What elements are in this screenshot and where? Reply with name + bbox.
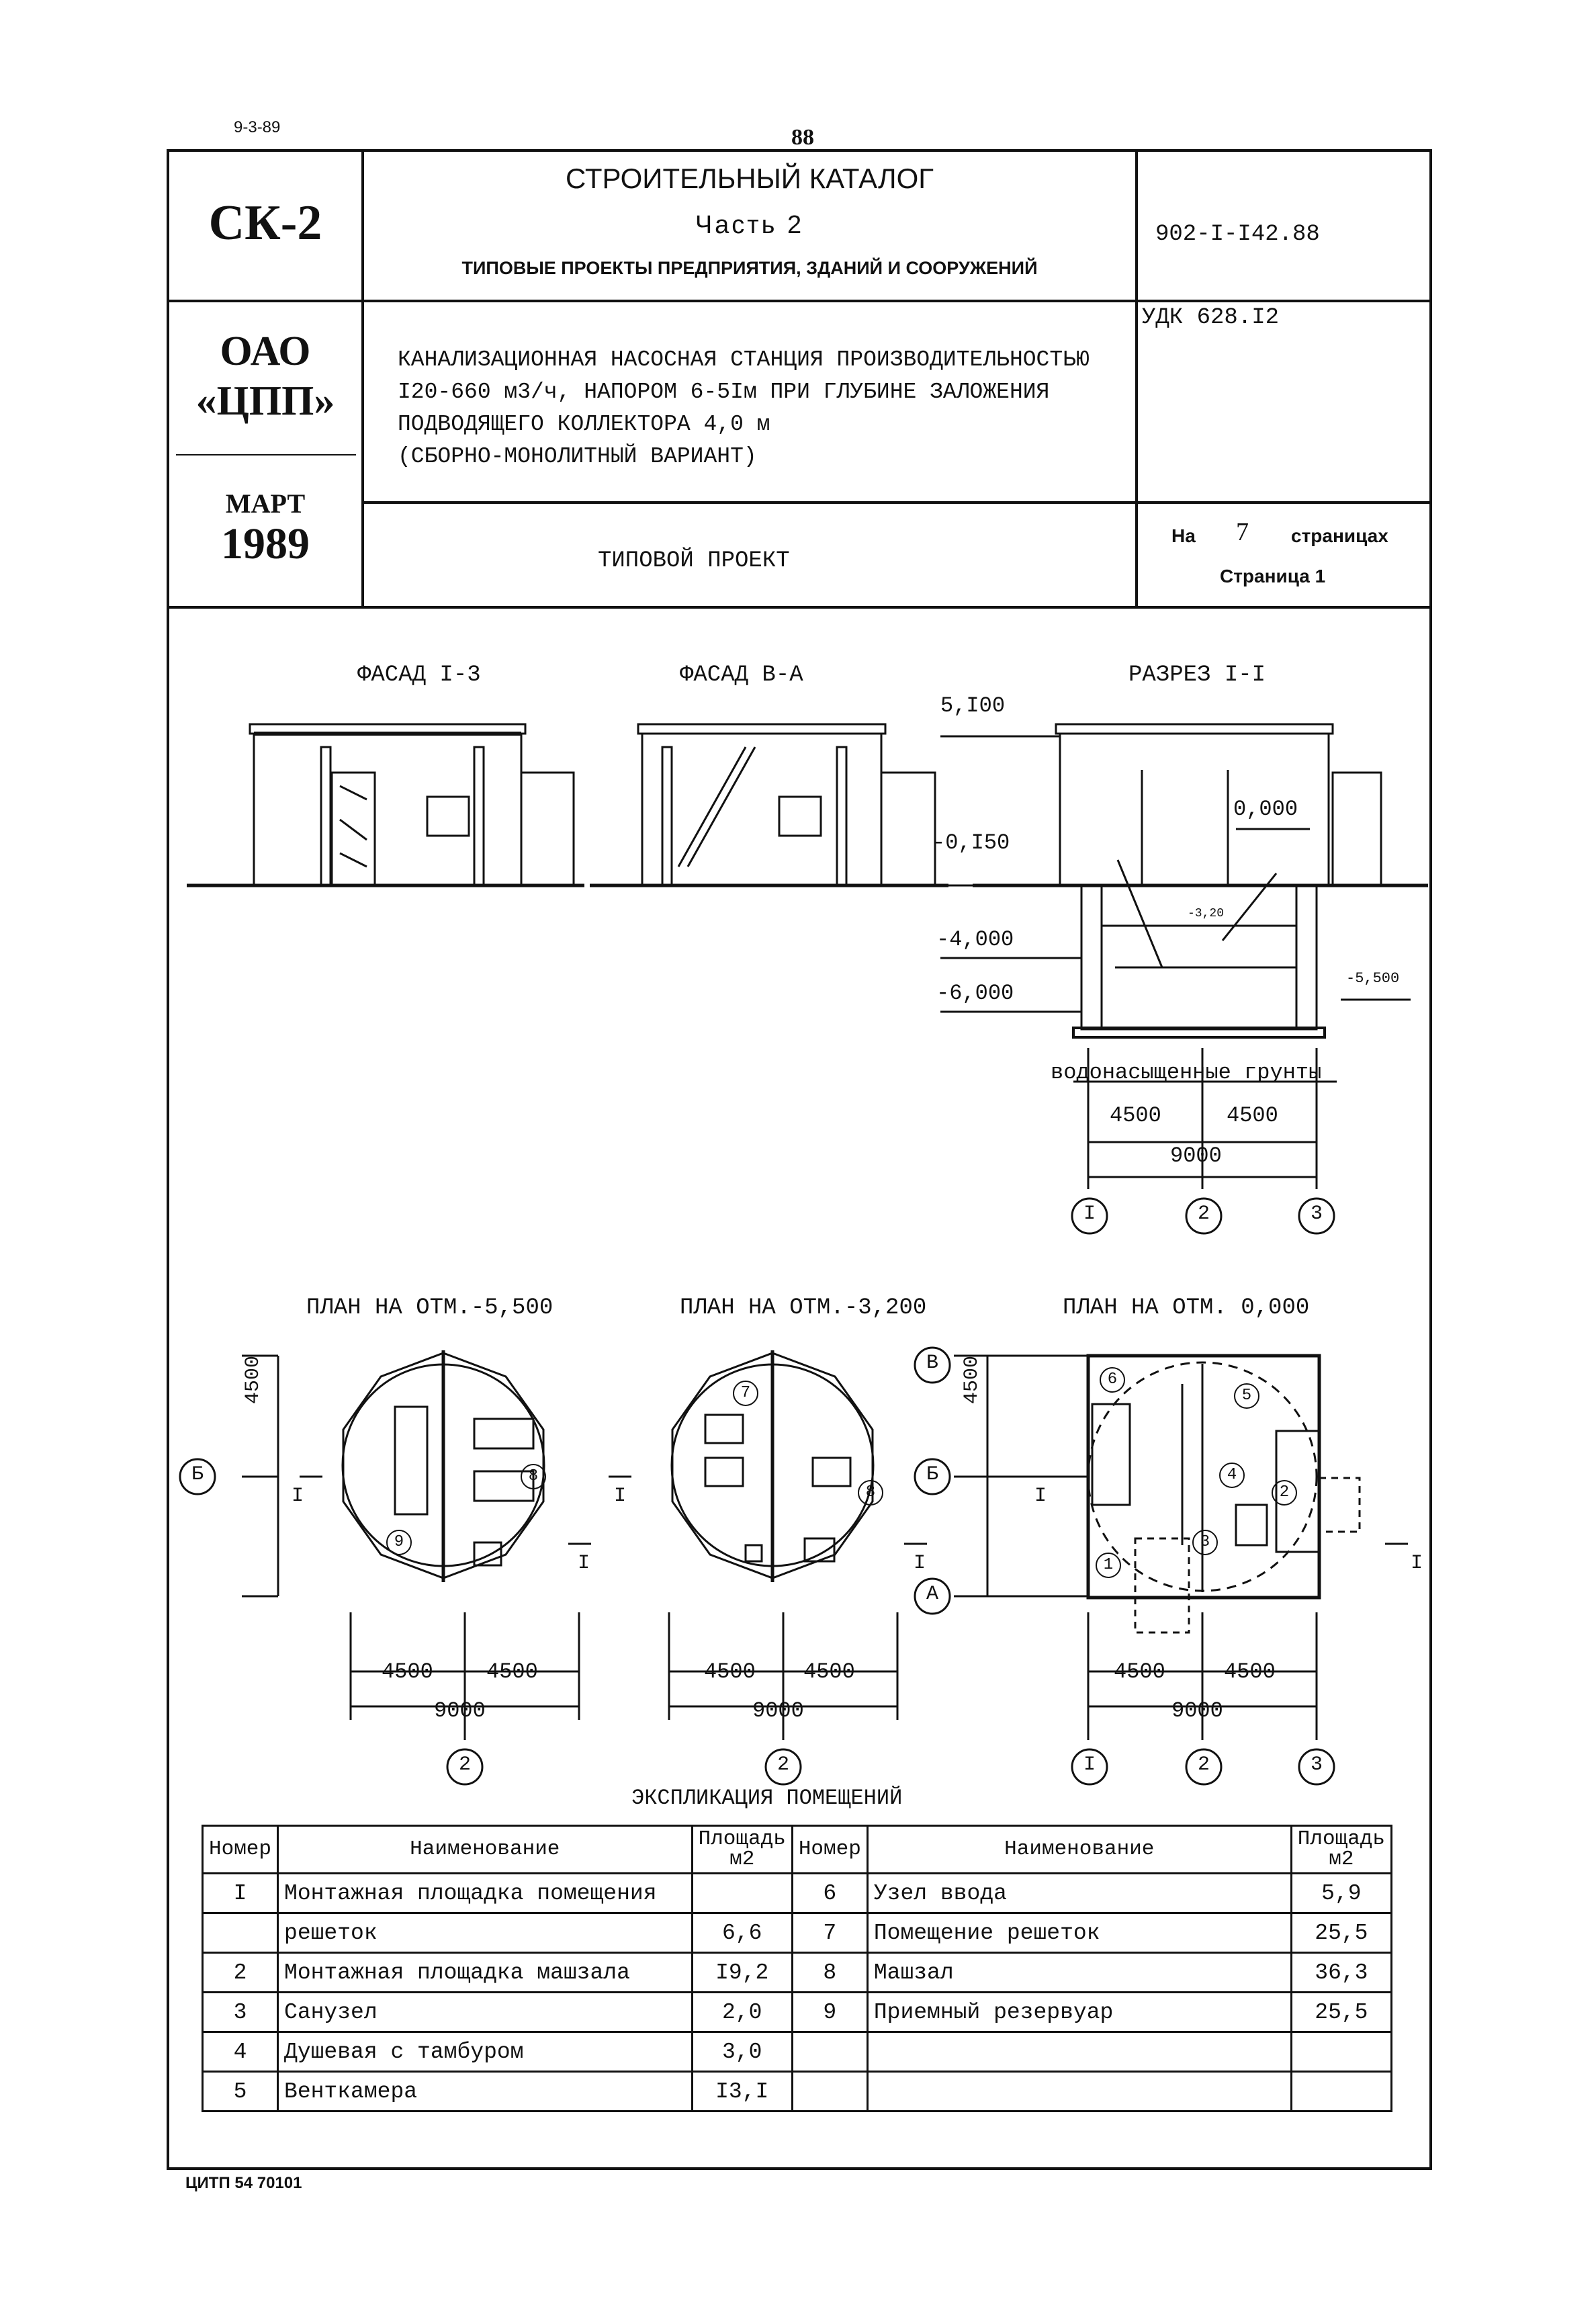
org-line-2: «ЦПП» — [195, 378, 335, 424]
column-header: Наименование — [278, 1826, 693, 1874]
room-num: 2 — [203, 1953, 278, 1993]
dim-label: 9000 — [752, 1698, 804, 1723]
room-area: 2,0 — [692, 1993, 792, 2032]
room-number: 4 — [1227, 1466, 1237, 1484]
explication-title: ЭКСПЛИКАЦИЯ ПОМЕЩЕНИЙ — [631, 1786, 903, 1811]
table-header-row — [203, 1826, 1392, 1874]
room-area: 3,0 — [692, 2032, 792, 2072]
dim-label: 9000 — [1171, 1698, 1223, 1723]
section-mark: I — [1034, 1485, 1047, 1508]
room-area: 6,6 — [692, 1913, 792, 1953]
room-name — [867, 2072, 1291, 2112]
plan-3-drawing — [954, 1356, 1408, 1740]
print-code: ЦИТП 54 70101 — [185, 2174, 302, 2192]
room-number: 8 — [528, 1467, 539, 1485]
pages-prefix: На — [1171, 525, 1196, 546]
room-number: 2 — [1279, 1483, 1290, 1501]
room-area — [1291, 2032, 1391, 2072]
room-num: 7 — [792, 1913, 867, 1953]
dim-label: 9000 — [434, 1698, 486, 1723]
axis-label: I — [1083, 1203, 1096, 1225]
level-label: -6,000 — [936, 981, 1014, 1006]
room-number: 8 — [865, 1483, 876, 1501]
axis-label: 2 — [777, 1753, 789, 1776]
level-label: -3,20 — [1188, 907, 1225, 920]
pages-suffix: страницах — [1291, 525, 1388, 546]
room-name: Узел ввода — [867, 1874, 1291, 1913]
project-line: ПОДВОДЯЩЕГО КОЛЛЕКТОРА 4,0 м — [398, 412, 770, 437]
section-drawing — [940, 724, 1428, 1082]
explication-table — [202, 1825, 1392, 2112]
release-month: МАРТ — [225, 488, 306, 519]
org-line-1: ОАО — [220, 329, 311, 374]
room-number: 5 — [1241, 1387, 1252, 1405]
dim-label: 4500 — [803, 1659, 855, 1684]
level-label: -4,000 — [936, 927, 1014, 952]
dim-label: 4500 — [486, 1659, 538, 1684]
section-mark: I — [614, 1485, 627, 1508]
room-name: Монтажная площадка машзала — [278, 1953, 693, 1993]
dim-label: 4500 — [1110, 1103, 1161, 1128]
release-year: 1989 — [221, 519, 310, 568]
room-name: решеток — [278, 1913, 693, 1953]
room-name: Помещение решеток — [867, 1913, 1291, 1953]
room-number: 6 — [1107, 1370, 1118, 1389]
page-label: Страница 1 — [1220, 566, 1326, 586]
project-code: 902-I-I42.88 — [1155, 222, 1320, 247]
table-row — [203, 1953, 1392, 1993]
room-num — [792, 2072, 867, 2112]
room-number: 3 — [1200, 1533, 1210, 1551]
room-num: 8 — [792, 1953, 867, 1993]
axis-bubbles — [180, 1199, 1334, 1784]
level-label: 0,000 — [1233, 797, 1298, 822]
plan-3-title: ПЛАН НА ОТМ. 0,000 — [1063, 1295, 1310, 1321]
column-header: Наименование — [867, 1826, 1291, 1874]
column-header: Площадь м2 — [692, 1826, 792, 1874]
project-type: ТИПОВОЙ ПРОЕКТ — [598, 548, 790, 574]
room-area — [1291, 2072, 1391, 2112]
table-row — [203, 2032, 1392, 2072]
room-num — [792, 2032, 867, 2072]
section-mark: I — [1411, 1552, 1423, 1575]
room-num — [203, 1913, 278, 1953]
room-name: Душевая с тамбуром — [278, 2032, 693, 2072]
facade-2-drawing — [590, 724, 948, 885]
section-title: РАЗРЕЗ I-I — [1128, 662, 1266, 688]
room-num: 3 — [203, 1993, 278, 2032]
room-num: 9 — [792, 1993, 867, 2032]
udk-code: УДК 628.I2 — [1142, 305, 1280, 331]
room-number: 7 — [740, 1384, 751, 1402]
room-num: 4 — [203, 2032, 278, 2072]
project-line: I20-660 м3/ч, НАПОРОМ 6-5Iм ПРИ ГЛУБИНЕ ЗАЛОЖЕНИЯ — [398, 380, 1050, 404]
section-mark: I — [292, 1485, 304, 1508]
catalog-part: Часть 2 — [695, 211, 805, 239]
series-label: СК-2 — [208, 195, 322, 251]
room-area — [692, 1874, 792, 1913]
soil-note: водонасыщенные грунты — [1051, 1060, 1322, 1085]
dim-label: 4500 — [1227, 1103, 1278, 1128]
room-name: Венткамера — [278, 2072, 693, 2112]
room-area: I9,2 — [692, 1953, 792, 1993]
room-area: 25,5 — [1291, 1993, 1391, 2032]
table-row — [203, 1913, 1392, 1953]
room-name: Приемный резервуар — [867, 1993, 1291, 2032]
room-num: 5 — [203, 2072, 278, 2112]
axis-label: А — [926, 1583, 938, 1606]
level-label: -0,I50 — [932, 830, 1010, 855]
axis-label: 2 — [1197, 1203, 1210, 1225]
project-line: КАНАЛИЗАЦИОННАЯ НАСОСНАЯ СТАНЦИЯ ПРОИЗВОДИТЕЛЬНОСТЬЮ — [398, 347, 1090, 372]
axis-label: Б — [191, 1463, 204, 1486]
dim-label: 4500 — [704, 1659, 756, 1684]
level-label: 5,I00 — [940, 693, 1006, 718]
dim-label: 4500 — [382, 1659, 433, 1684]
plan-1-title: ПЛАН НА ОТМ.-5,500 — [306, 1295, 553, 1321]
room-num: 6 — [792, 1874, 867, 1913]
table-row — [203, 1874, 1392, 1913]
axis-label: В — [926, 1352, 938, 1375]
facade-2-title: ФАСАД В-А — [680, 662, 803, 688]
section-mark: I — [914, 1552, 926, 1575]
column-header: Номер — [792, 1826, 867, 1874]
pages-count: 7 — [1236, 518, 1249, 546]
room-area: 36,3 — [1291, 1953, 1391, 1993]
dim-label: 4500 — [1114, 1659, 1165, 1684]
room-number: 1 — [1103, 1556, 1114, 1574]
room-area: I3,I — [692, 2072, 792, 2112]
plan-2-drawing — [609, 1350, 927, 1740]
axis-label: I — [1083, 1753, 1096, 1776]
catalog-subtitle: ТИПОВЫЕ ПРОЕКТЫ ПРЕДПРИЯТИЯ, ЗДАНИЙ И СООРУЖЕНИЙ — [461, 258, 1038, 278]
axis-label: 2 — [1197, 1753, 1210, 1776]
plan-2-title: ПЛАН НА ОТМ.-3,200 — [680, 1295, 927, 1321]
column-header: Площадь м2 — [1291, 1826, 1391, 1874]
column-header: Номер — [203, 1826, 278, 1874]
room-name: Монтажная площадка помещения — [278, 1874, 693, 1913]
axis-label: 3 — [1310, 1203, 1323, 1225]
page-number: 88 — [791, 125, 814, 150]
room-name: Машзал — [867, 1953, 1291, 1993]
room-num: I — [203, 1874, 278, 1913]
room-number: 9 — [394, 1533, 404, 1551]
room-name — [867, 2032, 1291, 2072]
project-line: (СБОРНО-МОНОЛИТНЫЙ ВАРИАНТ) — [398, 444, 757, 469]
date-stamp: 9-3-89 — [234, 118, 281, 136]
axis-label: 3 — [1310, 1753, 1323, 1776]
dim-label: 4500 — [1224, 1659, 1276, 1684]
catalog-title: СТРОИТЕЛЬНЫЙ КАТАЛОГ — [565, 163, 934, 194]
table-row — [203, 2072, 1392, 2112]
room-name: Санузел — [278, 1993, 693, 2032]
level-label: -5,500 — [1346, 970, 1400, 987]
room-area: 5,9 — [1291, 1874, 1391, 1913]
facade-1-drawing — [187, 724, 584, 885]
dim-label: 4500 — [242, 1355, 265, 1404]
table-row — [203, 1993, 1392, 2032]
dim-label: 9000 — [1170, 1143, 1222, 1168]
axis-label: Б — [926, 1463, 938, 1486]
facade-1-title: ФАСАД I-3 — [357, 662, 481, 688]
section-mark: I — [578, 1552, 590, 1575]
dim-label: 4500 — [961, 1355, 983, 1404]
room-area: 25,5 — [1291, 1913, 1391, 1953]
axis-label: 2 — [458, 1753, 471, 1776]
